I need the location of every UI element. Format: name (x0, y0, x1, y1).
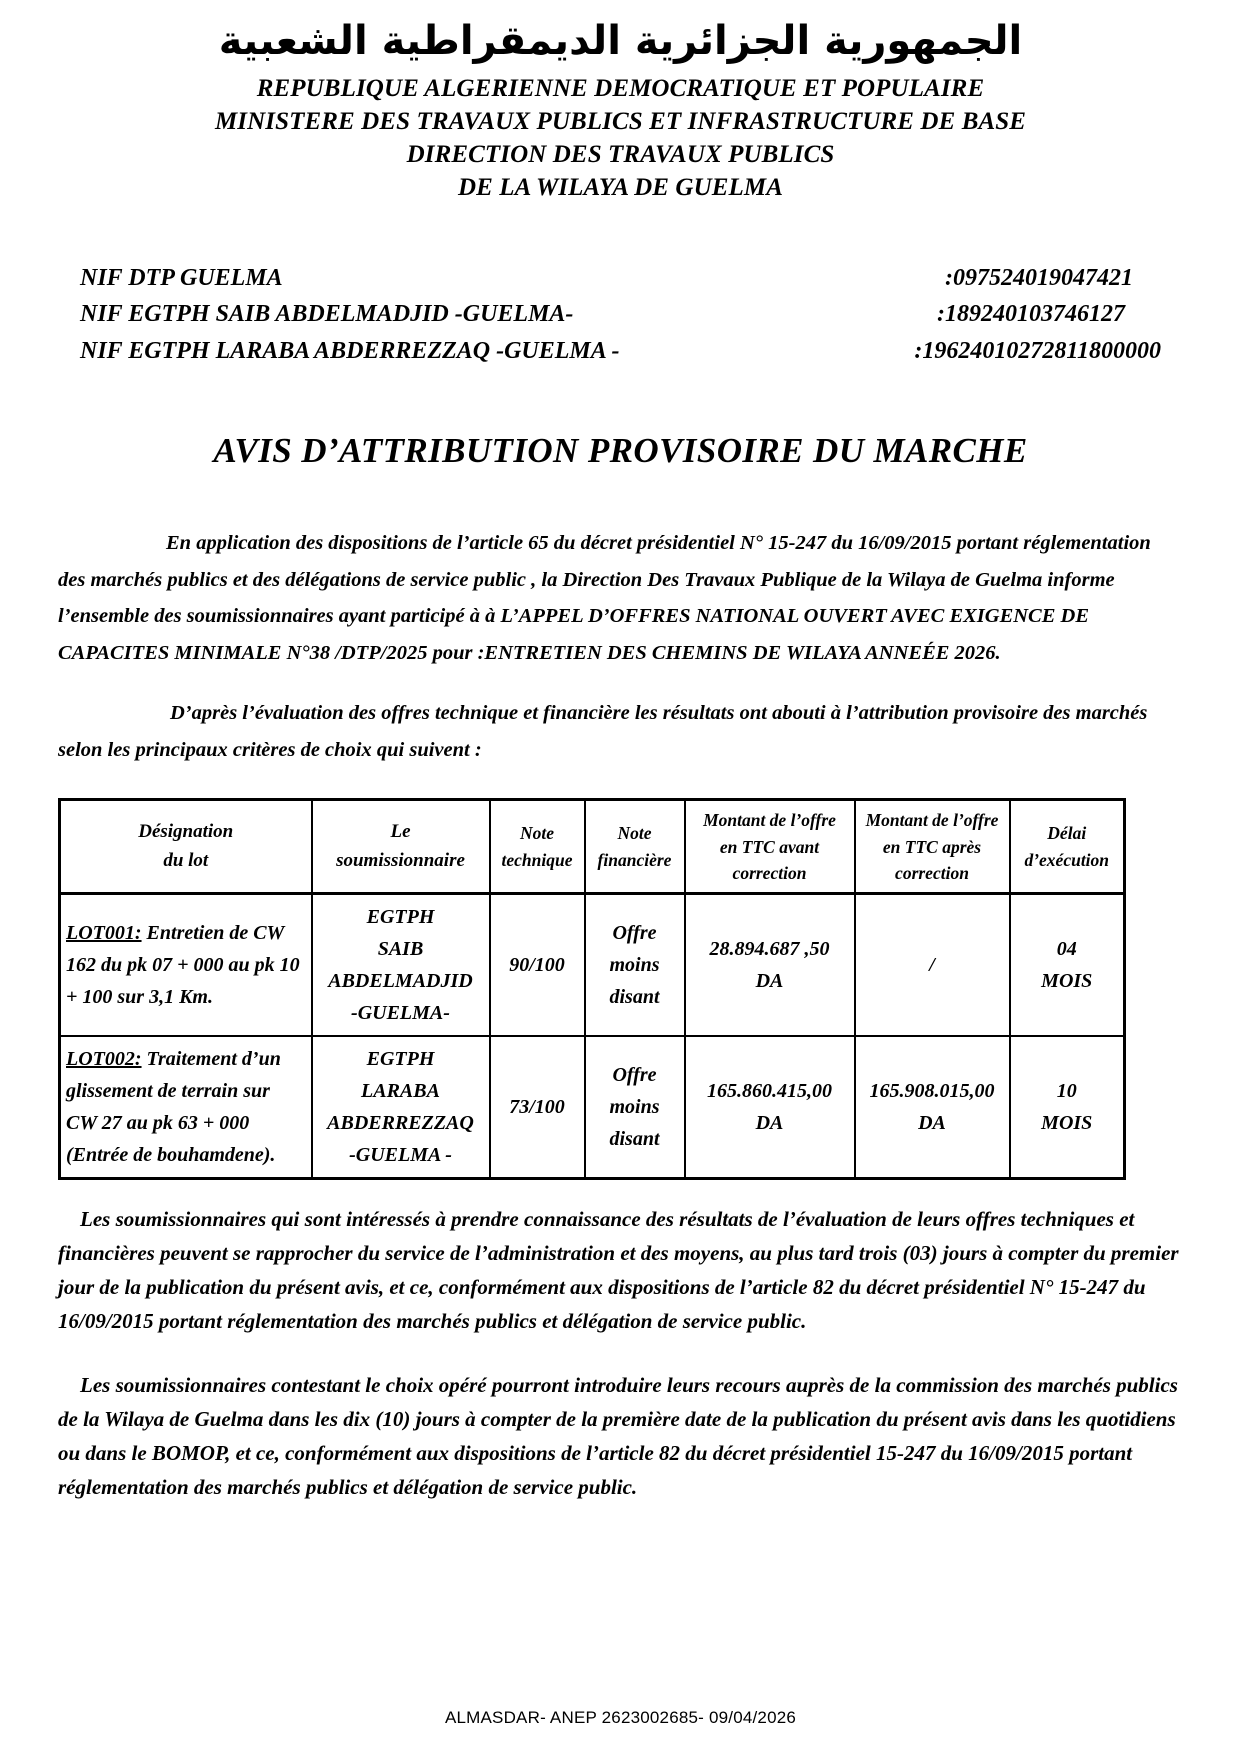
table-row (60, 894, 1125, 1037)
header-delai: Délai d’exécution (1010, 800, 1125, 894)
nif-row (80, 296, 1161, 332)
nif-value-laraba: :19624010272811800000 (914, 337, 1161, 364)
cell-soumissionnaire: EGTPH LARABA ABDERREZZAQ -GUELMA - (312, 1036, 490, 1179)
header-line-ministry: MINISTERE DES TRAVAUX PUBLICS ET INFRASTRUCTURE DE BASE (214, 108, 1027, 135)
header-line-wilaya: DE LA WILAYA DE GUELMA (458, 174, 783, 201)
cell-note-financiere: Offre moins disant (585, 894, 685, 1037)
cell-designation (60, 894, 312, 1037)
cell-designation (60, 1036, 312, 1179)
cell-montant-avant: 165.860.415,00 DA (685, 1036, 855, 1179)
document-header (58, 0, 1183, 204)
cell-montant-apres: / (855, 894, 1010, 1037)
header-montant-apres: Montant de l’offre en TTC après correction (855, 800, 1010, 894)
nif-label-laraba: NIF EGTPH LARABA ABDERREZZAQ -GUELMA - (80, 337, 620, 364)
paragraph-intro (58, 525, 1183, 671)
cell-note-technique: 73/100 (490, 1036, 585, 1179)
nif-value-dtp: :097524019047421 (945, 265, 1133, 291)
table-header (60, 800, 1125, 894)
header-soumissionnaire: Le soumissionnaire (312, 800, 490, 894)
nif-row (80, 333, 1161, 369)
closing-text-2: Les soumissionnaires contestant le choix opéré pourront introduire leurs recours auprès de la commission des marchés publics de la Wilaya de Guelma dans les dix (10) jours à compter de la première date de la publication du présent avis dans les quotidiens ou dans le BOMOP, et ce, conformément aux dispositions de l’article 82 du décret présidentiel 15-247 du 16/09/2015 portant réglementation des marchés publics et délégation de service public. (58, 1373, 1178, 1500)
table-header-row (60, 800, 1125, 894)
header-line-republic: REPUBLIQUE ALGERIENNE DEMOCRATIQUE ET POPULAIRE (256, 75, 985, 102)
attribution-table (58, 798, 1126, 1180)
closing-paragraph-recours-info (58, 1202, 1183, 1338)
header-montant-avant: Montant de l’offre en TTC avant correction (685, 800, 855, 894)
cell-delai: 04 MOIS (1010, 894, 1125, 1037)
closing-text-1: Les soumissionnaires qui sont intéressés à prendre connaissance des résultats de l’évaluation de leurs offres techniques et financières peuvent se rapprocher du service de l’administration et des moyens, au plus tard trois (03) jours à compter du premier jour de la publication du présent avis, et ce, conformément aux dispositions de l’article 82 du décret présidentiel N° 15-247 du 16/09/2015 portant réglementation des marchés publics et délégation de service public. (58, 1207, 1179, 1334)
arabic-republic-title: الجمهورية الجزائرية الديمقراطية الشعبية (218, 18, 1023, 64)
table-body (60, 894, 1125, 1179)
lot-description: Entretien de CW 162 du pk 07 + 000 au pk 10 + 100 sur 3,1 Km. (66, 922, 300, 1009)
cell-delai: 10 MOIS (1010, 1036, 1125, 1179)
paragraph-results (58, 695, 1183, 768)
nif-label-dtp: NIF DTP GUELMA (80, 265, 283, 291)
lot-description: Traitement d’un glissement de terrain sur CW 27 au pk 63 + 000 (Entrée de bouhamdene). (66, 1048, 281, 1167)
nif-value-saib: :189240103746127 (937, 301, 1125, 328)
paragraph-results-text: D’après l’évaluation des offres technique et financière les résultats ont abouti à l’attribution provisoire des marchés selon les principaux critères de choix qui suivent : (58, 702, 1148, 761)
header-note-technique: Note technique (490, 800, 585, 894)
header-designation: Désignation du lot (60, 800, 312, 894)
nif-row (80, 260, 1161, 296)
closing-paragraph-contestation (58, 1368, 1183, 1504)
nif-label-saib: NIF EGTPH SAIB ABDELMADJID -GUELMA- (80, 301, 574, 328)
header-line-direction: DIRECTION DES TRAVAUX PUBLICS (406, 141, 835, 168)
header-note-financiere: Note financière (585, 800, 685, 894)
cell-note-financiere: Offre moins disant (585, 1036, 685, 1179)
french-header-lines (58, 72, 1183, 204)
nif-block (58, 260, 1183, 369)
cell-montant-avant: 28.894.687 ,50 DA (685, 894, 855, 1037)
cell-note-technique: 90/100 (490, 894, 585, 1037)
table-row (60, 1036, 1125, 1179)
footer-anep-reference: ALMASDAR- ANEP 2623002685- 09/04/2026 (444, 1708, 797, 1727)
cell-soumissionnaire: EGTPH SAIB ABDELMADJID -GUELMA- (312, 894, 490, 1037)
lot-id: LOT001: (66, 922, 142, 945)
lot-id: LOT002: (66, 1048, 142, 1071)
page-title: AVIS D’ATTRIBUTION PROVISOIRE DU MARCHE (213, 431, 1028, 471)
paragraph-intro-text: En application des dispositions de l’article 65 du décret présidentiel N° 15-247 du 16/09/2015 portant réglementation des marchés publics et des délégations de service public , la Direction Des Travaux Publique de la Wilaya de Guelma informe l’ensemble des soumissionnaires ayant participé à à L’APPEL D’OFFRES NATIONAL OUVERT AVEC EXIGENCE DE CAPACITES MINIMALE N°38 /DTP/2025 pour :ENTRETIEN DES CHEMINS DE WILAYA ANNEÉE 2026. (58, 532, 1151, 664)
cell-montant-apres: 165.908.015,00 DA (855, 1036, 1010, 1179)
